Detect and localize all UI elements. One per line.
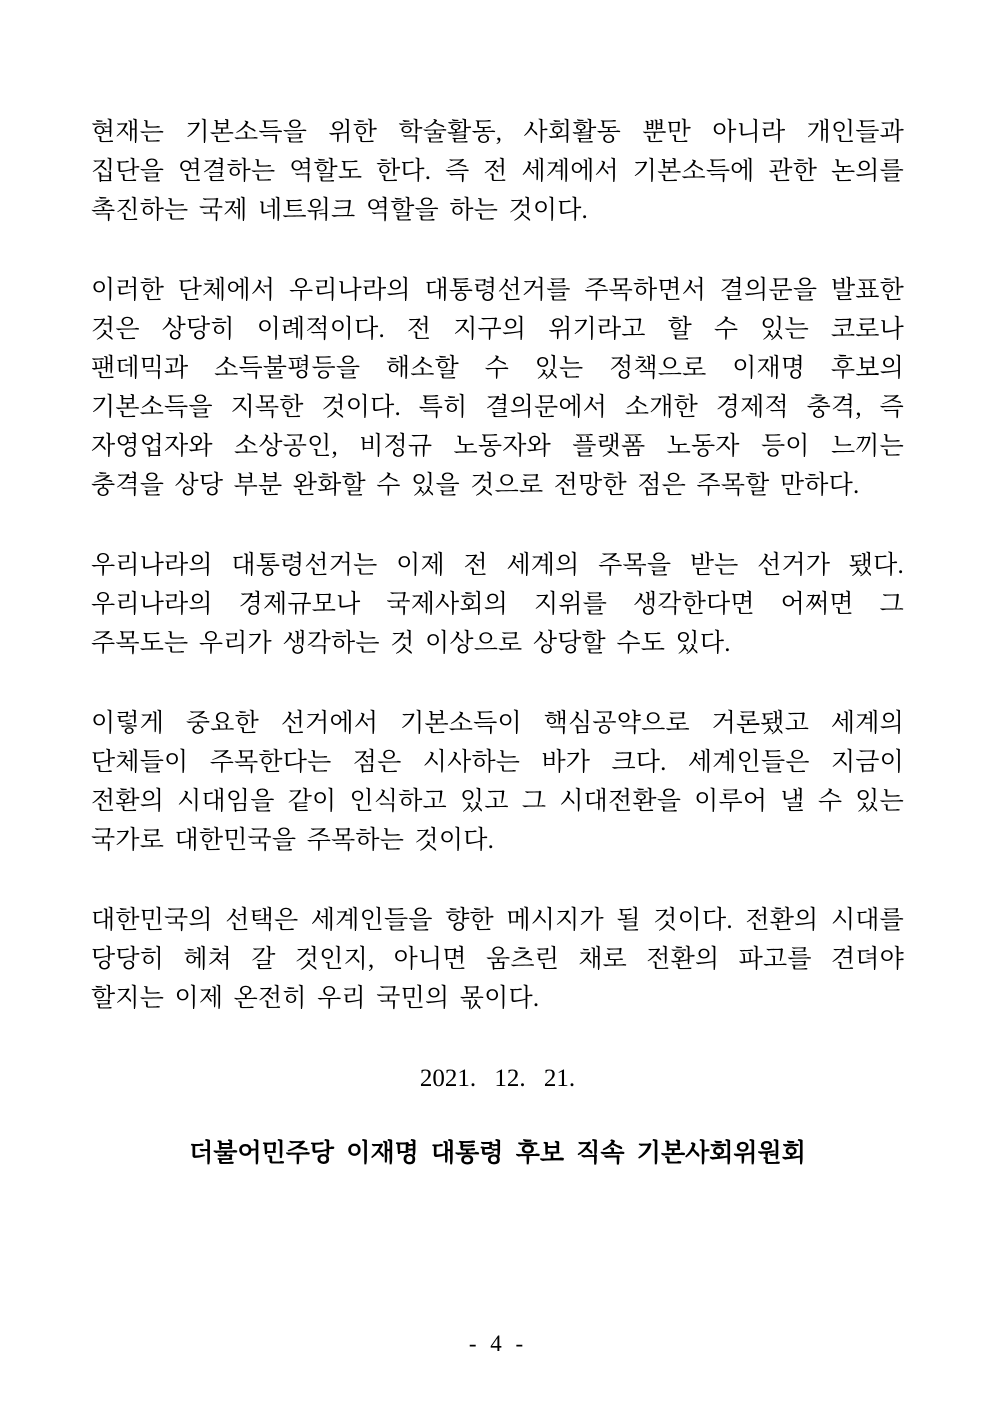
page-number: - 4 -: [468, 1331, 524, 1356]
document-body: [91, 113, 904, 1173]
paragraph-2: 이러한 단체에서 우리나라의 대통령선거를 주목하면서 결의문을 발표한 것은 상당히 이례적이다. 전 지구의 위기라고 할 수 있는 코로나 팬데믹과 소득불평등을 해소할 수 있는 정책으로 이재명 후보의 기본소득을 지목한 것이다. 특히 결의문에서 소개한 경제적 충격, 즉 자영업자와 소상공인, 비정규 노동자와 플랫폼 노동자 등이 느끼는 충격을 상당 부분 완화할 수 있을 것으로 전망한 점은 주목할 만하다.: [91, 277, 904, 499]
paragraph-1: 현재는 기본소득을 위한 학술활동, 사회활동 뿐만 아니라 개인들과 집단을 연결하는 역할도 한다. 즉 전 세계에서 기본소득에 관한 논의를 촉진하는 국제 네트워크 역할을 하는 것이다.: [91, 119, 904, 224]
paragraph-5: 대한민국의 선택은 세계인들을 향한 메시지가 될 것이다. 전환의 시대를 당당히 헤쳐 갈 것인지, 아니면 움츠린 채로 전환의 파고를 견뎌야 할지는 이제 온전히 우리 국민의 몫이다.: [91, 907, 904, 1012]
paragraph-4: 이렇게 중요한 선거에서 기본소득이 핵심공약으로 거론됐고 세계의 단체들이 주목한다는 점은 시사하는 바가 크다. 세계인들은 지금이 전환의 시대임을 같이 인식하고 있고 그 시대전환을 이루어 낼 수 있는 국가로 대한민국을 주목하는 것이다.: [91, 710, 904, 854]
signature-line: 더불어민주당 이재명 대통령 후보 직속 기본사회위원회: [189, 1140, 806, 1167]
paragraph-3: 우리나라의 대통령선거는 이제 전 세계의 주목을 받는 선거가 됐다. 우리나라의 경제규모나 국제사회의 지위를 생각한다면 어쩌면 그 주목도는 우리가 생각하는 것 이상으로 상당할 수도 있다.: [91, 552, 904, 657]
date-line: 2021. 12. 21.: [419, 1065, 576, 1092]
